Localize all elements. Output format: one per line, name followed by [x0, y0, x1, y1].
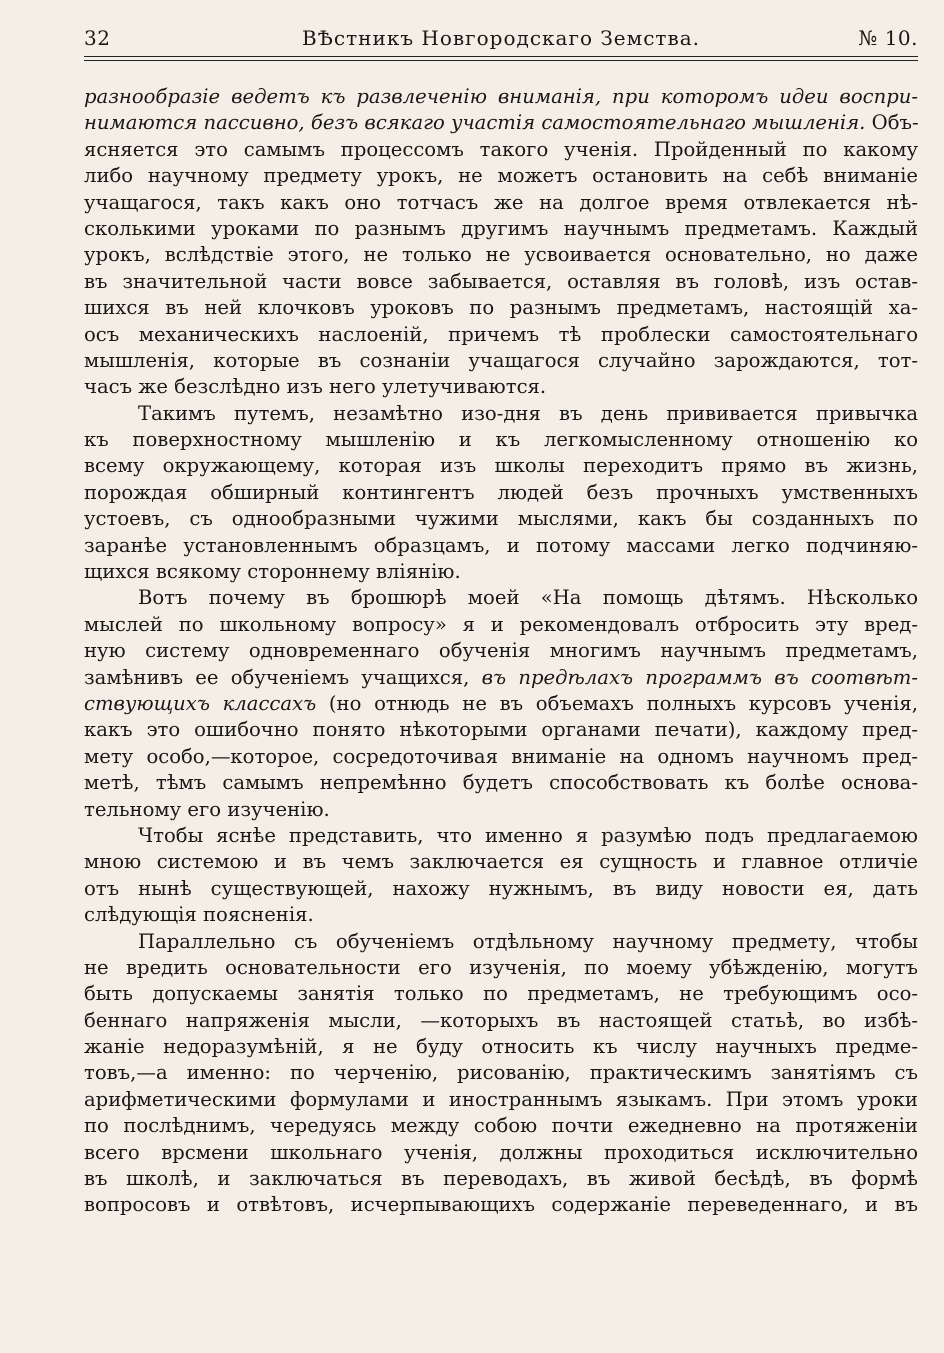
text-run: какъ это ошибочно понято нѣкоторыми органами печати), каждому пред-	[84, 718, 918, 742]
text-line	[84, 559, 918, 585]
text-run: быть допускаемы занятія только по предметамъ, не требующимъ осо-	[84, 982, 918, 1006]
text-run: либо научному предмету урокъ, не можетъ остановить на себѣ вниманіе	[84, 164, 918, 188]
text-run: къ поверхностному мышленію и къ легкомысленному отношенію ко	[84, 428, 918, 452]
text-line	[84, 876, 918, 902]
text-run: осъ механическихъ наслоеній, причемъ тѣ проблески самостоятельнаго	[84, 322, 918, 346]
text-line	[84, 902, 918, 928]
text-run: по послѣднимъ, чередуясь между собою почти ежедневно на протяженіи	[84, 1114, 918, 1138]
text-run: устоевъ, съ однообразными чужими мыслями, какъ бы созданныхъ по	[84, 507, 918, 531]
text-line	[84, 137, 918, 163]
text-line	[84, 1087, 918, 1113]
text-run: жаніе недоразумѣній, я не буду относить къ числу научныхъ предме-	[84, 1035, 918, 1059]
running-head	[84, 26, 918, 56]
text-run: ясняется это самымъ процессомъ такого ученія. Пройденный по какому	[84, 137, 918, 161]
text-line	[84, 770, 918, 796]
text-run: мыслей по школьному вопросу» я и рекомендовалъ отбросить эту вред-	[84, 612, 918, 636]
text-line	[84, 823, 918, 849]
text-line	[84, 427, 918, 453]
text-run: урокъ, вслѣдствіе этого, не только не усвоивается основательно, но даже	[84, 243, 918, 267]
text-line	[84, 84, 918, 110]
text-line	[84, 717, 918, 743]
text-line	[84, 691, 918, 717]
text-line	[84, 295, 918, 321]
text-line	[84, 216, 918, 242]
text-run: въ школѣ, и заключаться въ переводахъ, въ живой бесѣдѣ, въ формѣ	[84, 1167, 918, 1191]
text-line	[84, 665, 918, 691]
text-run: метѣ, тѣмъ самымъ непремѣнно будетъ способствовать къ болѣе основа-	[84, 771, 918, 795]
body-text	[84, 84, 918, 1219]
text-run: щихся всякому стороннему вліянію.	[84, 560, 461, 584]
italic-text: нимаются пассивно, безъ всякаго участія самостоятельнаго мышленія.	[84, 111, 866, 135]
text-line	[84, 1060, 918, 1086]
text-run: тельному его изученію.	[84, 797, 330, 821]
text-run: отъ нынѣ существующей, нахожу нужнымъ, въ виду новости ея, дать	[84, 876, 918, 900]
text-run: слѣдующія поясненія.	[84, 903, 314, 927]
text-run: мышленія, которые въ сознаніи учащагося случайно зарождаются, тот-	[84, 348, 918, 372]
text-line	[84, 506, 918, 532]
text-run: Параллельно съ обученіемъ отдѣльному научному предмету, чтобы	[138, 929, 918, 953]
text-line	[84, 849, 918, 875]
text-line	[84, 929, 918, 955]
text-line	[84, 1140, 918, 1166]
text-line	[84, 322, 918, 348]
text-run: шихся въ ней клочковъ уроковъ по разнымъ предметамъ, настоящій ха-	[84, 296, 918, 320]
text-line	[84, 1034, 918, 1060]
text-run: вопросовъ и отвѣтовъ, исчерпывающихъ содержаніе переведеннаго, и въ	[84, 1193, 918, 1217]
text-line	[84, 585, 918, 611]
text-line	[84, 163, 918, 189]
journal-title: ВѢстникъ Новгородскаго Земства.	[301, 26, 701, 50]
italic-text: въ предѣлахъ программъ въ соотвѣт-	[481, 665, 918, 689]
issue-number: № 10.	[858, 26, 918, 50]
text-run: Вотъ почему въ брошюрѣ моей «На помощь дѣтямъ. Нѣсколько	[138, 586, 918, 610]
text-line	[84, 1008, 918, 1034]
text-line	[84, 1192, 918, 1218]
text-line	[84, 348, 918, 374]
text-line	[84, 453, 918, 479]
text-run: товъ,—а именно: по черченію, рисованію, практическимъ занятіямъ съ	[84, 1061, 918, 1085]
text-line	[84, 981, 918, 1007]
text-line	[84, 638, 918, 664]
text-run: не вредить основательности его изученія, по моему убѣжденію, могутъ	[84, 955, 918, 979]
italic-text: разнообразіе ведетъ къ развлеченію вниманія, при которомъ идеи воспри-	[84, 85, 918, 108]
text-line	[84, 374, 918, 400]
italic-text: ствующихъ классахъ	[84, 691, 317, 715]
header-rule	[84, 56, 918, 57]
text-line	[84, 955, 918, 981]
text-run: порождая обширный контингентъ людей безъ прочныхъ умственныхъ	[84, 480, 918, 504]
text-line	[84, 110, 918, 136]
text-run: въ значительной части вовсе забывается, оставляя въ головѣ, изъ остав-	[84, 269, 918, 293]
text-line	[84, 269, 918, 295]
text-line	[84, 190, 918, 216]
text-run: учащагося, такъ какъ оно тотчасъ же на долгое время отвлекается нѣ-	[84, 190, 918, 214]
text-line	[84, 401, 918, 427]
text-run: мною системою и въ чемъ заключается ея сущность и главное отличіе	[84, 850, 918, 874]
text-line	[84, 1166, 918, 1192]
text-line	[84, 797, 918, 823]
text-line	[84, 744, 918, 770]
header-rule-thin	[84, 60, 918, 61]
text-run: всего врсмени школьнаго ученія, должны проходиться исключительно	[84, 1140, 918, 1164]
text-line	[84, 480, 918, 506]
text-run: мету особо,—которое, сосредоточивая вниманіе на одномъ научномъ пред-	[84, 744, 918, 768]
page-number: 32	[84, 26, 111, 50]
text-run: всему окружающему, которая изъ школы переходитъ прямо въ жизнь,	[84, 454, 918, 478]
text-line	[84, 612, 918, 638]
text-run: Чтобы яснѣе представить, что именно я разумѣю подъ предлагаемою	[138, 823, 918, 847]
text-run: (но отнюдь не въ объемахъ полныхъ курсовъ ученія,	[316, 691, 918, 715]
text-run: сколькими уроками по разнымъ другимъ научнымъ предметамъ. Каждый	[84, 216, 918, 240]
text-run: беннаго напряженія мысли, —которыхъ въ настоящей статьѣ, во избѣ-	[84, 1008, 918, 1032]
text-run: Такимъ путемъ, незамѣтно изо-дня въ день прививается привычка	[138, 401, 918, 425]
text-run: часъ же безслѣдно изъ него улетучиваются.	[84, 375, 547, 399]
text-run: заранѣе установленнымъ образцамъ, и потому массами легко подчиняю-	[84, 533, 918, 557]
text-line	[84, 533, 918, 559]
text-run: замѣнивъ ее обученіемъ учащихся,	[84, 665, 482, 689]
text-run: Объ-	[865, 111, 919, 135]
text-line	[84, 242, 918, 268]
text-line	[84, 1113, 918, 1139]
text-run: арифметическими формулами и иностраннымъ языкамъ. При этомъ уроки	[84, 1087, 918, 1111]
text-run: ную систему одновременнаго обученія многимъ научнымъ предметамъ,	[84, 639, 918, 663]
